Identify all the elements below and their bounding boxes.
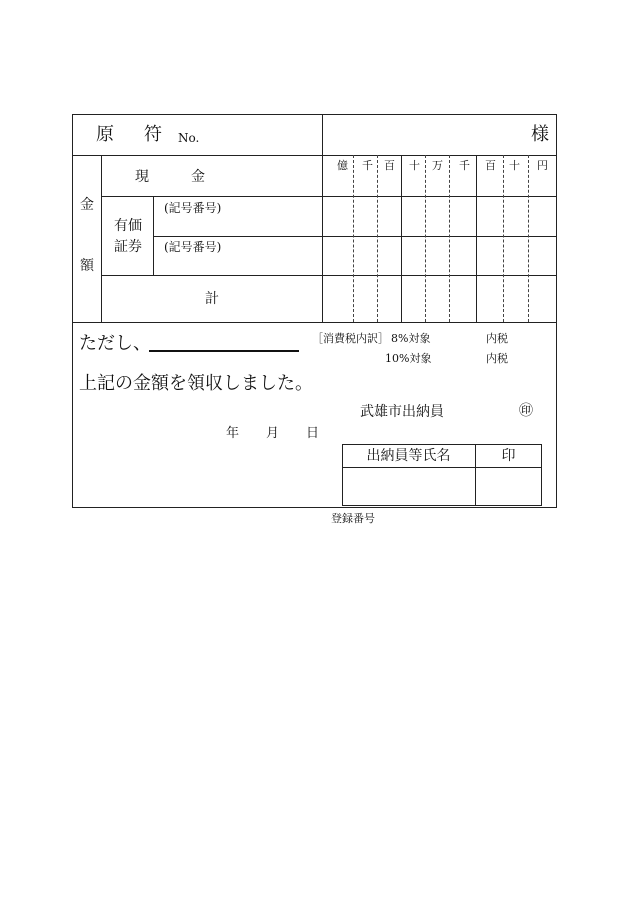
tax-8-label: 8%対象	[391, 332, 431, 345]
digit-juu: 十	[509, 159, 520, 172]
tax-10-label: 10%対象	[385, 352, 432, 365]
row-line-1	[101, 196, 557, 197]
cash-label: 現 金	[135, 169, 205, 185]
seal-header: 印	[501, 448, 516, 464]
row-line-3	[101, 275, 557, 276]
digit-hyaku-man: 百	[384, 159, 395, 172]
date-year-label: 年	[226, 426, 240, 441]
digit-oku: 億	[337, 159, 348, 172]
digit-sen: 千	[459, 159, 470, 172]
header-mid-line	[322, 114, 323, 322]
kingaku-col-line	[101, 155, 102, 322]
digit-juu-man: 十	[409, 159, 420, 172]
header-divider	[72, 155, 557, 156]
tax-included-2: 内税	[486, 352, 508, 365]
gaku-label: 額	[80, 258, 94, 274]
frame-right	[556, 114, 557, 507]
digit-sep	[401, 155, 402, 322]
cashier-name-field[interactable]	[343, 468, 474, 505]
digit-en: 円	[537, 159, 548, 172]
digit-sep	[353, 155, 354, 322]
frame-top	[72, 114, 557, 115]
tax-breakdown-label: ［消費税内訳］	[312, 332, 389, 345]
digit-sep	[449, 155, 450, 322]
total-label: 計	[205, 291, 219, 307]
serial-number-2: (記号番号)	[164, 240, 222, 254]
digit-sep	[476, 155, 477, 322]
amount-bottom-line	[72, 322, 557, 323]
digit-man: 万	[432, 159, 443, 172]
addressee-suffix: 様	[531, 124, 549, 145]
registration-number-label: 登録番号	[331, 512, 375, 525]
received-statement: 上記の金額を領収しました。	[79, 373, 313, 394]
tax-included-1: 内税	[486, 332, 508, 345]
serial-number-1: (記号番号)	[164, 201, 222, 215]
number-label: No.	[178, 131, 200, 145]
digit-sep	[528, 155, 529, 322]
genpu-label: 原 符	[96, 124, 168, 145]
frame-left	[72, 114, 73, 507]
yuuka-col-line	[153, 196, 154, 275]
digit-sep	[503, 155, 504, 322]
kin-label: 金	[80, 197, 94, 213]
digit-sep	[377, 155, 378, 322]
digit-hyaku: 百	[485, 159, 496, 172]
securities-label-2: 証券	[114, 239, 142, 255]
issuer-name: 武雄市出納員	[360, 404, 444, 420]
digit-sep	[425, 155, 426, 322]
frame-bottom	[72, 507, 557, 508]
tadashi-label: ただし、	[79, 333, 151, 354]
purpose-blank-line[interactable]	[149, 350, 299, 352]
seal-field[interactable]	[476, 468, 541, 505]
date-month-label: 月	[266, 426, 280, 441]
digit-sen-man: 千	[362, 159, 373, 172]
date-day-label: 日	[306, 426, 320, 441]
cashier-name-header: 出納員等氏名	[366, 448, 451, 464]
row-line-2	[153, 236, 557, 237]
issuer-seal-icon: ㊞	[519, 403, 533, 419]
securities-label-1: 有価	[114, 218, 142, 234]
